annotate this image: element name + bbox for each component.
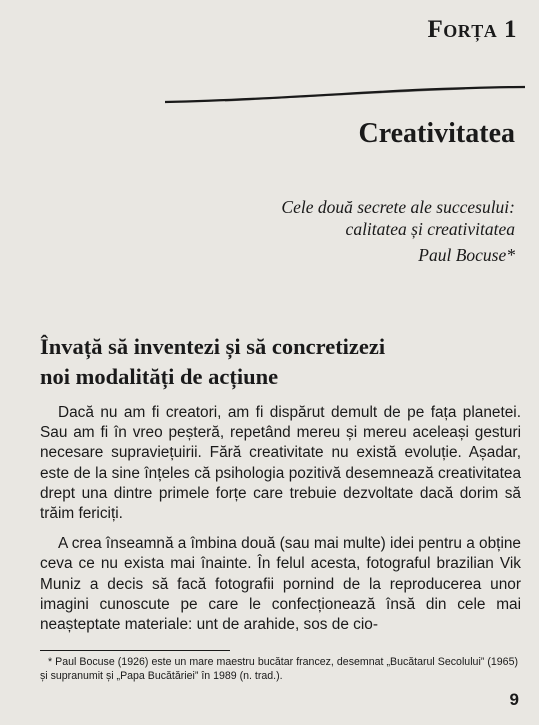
page-number: 9 bbox=[509, 690, 519, 709]
epigraph-line: calitatea și creativitatea bbox=[345, 219, 515, 239]
section-heading-line: Învață să inventezi și să concretizezi bbox=[40, 334, 386, 359]
decorative-swash bbox=[165, 80, 525, 110]
section-heading bbox=[40, 332, 510, 392]
chapter-header: Forța 1 bbox=[427, 16, 517, 43]
chapter-title: Creativitatea bbox=[358, 118, 515, 149]
footnote: * Paul Bocuse (1926) este un mare maestru bucătar francez, desemnat „Bucătarul Secolului” (1965) și supranumit și „Papa Bucătăriei” în 1989 (n. trad.). bbox=[40, 656, 518, 682]
paragraph: Dacă nu am fi creatori, am fi dispărut demult de pe fața planetei. Sau am fi în vreo peșteră, repetând mereu și mereu aceleași gesturi necesare supraviețuirii. Fără creativitate nu există evoluție. Așadar, este de la sine înțeles că psihologia pozitivă desemnează creativitatea drept una dintre primele forțe care trebuie dezvoltate dacă dorim să trăim fericiți. bbox=[40, 404, 521, 523]
epigraph bbox=[195, 196, 515, 266]
epigraph-author: Paul Bocuse* bbox=[418, 245, 515, 265]
paragraph: A crea înseamnă a îmbina două (sau mai multe) idei pentru a obține ceva ce nu exista mai înainte. În felul acesta, fotograful brazilian Vik Muniz a decis să facă fotografii pornind de la reproducerea unor imagini cunoscute pe care le confecționează însă din cele mai neașteptate materiale: unt de arahide, sos de cio- bbox=[40, 535, 521, 634]
epigraph-line: Cele două secrete ale succesului: bbox=[281, 197, 515, 217]
body-text bbox=[40, 403, 521, 635]
section-heading-line: noi modalități de acțiune bbox=[40, 364, 279, 389]
footnote-divider bbox=[40, 650, 230, 651]
